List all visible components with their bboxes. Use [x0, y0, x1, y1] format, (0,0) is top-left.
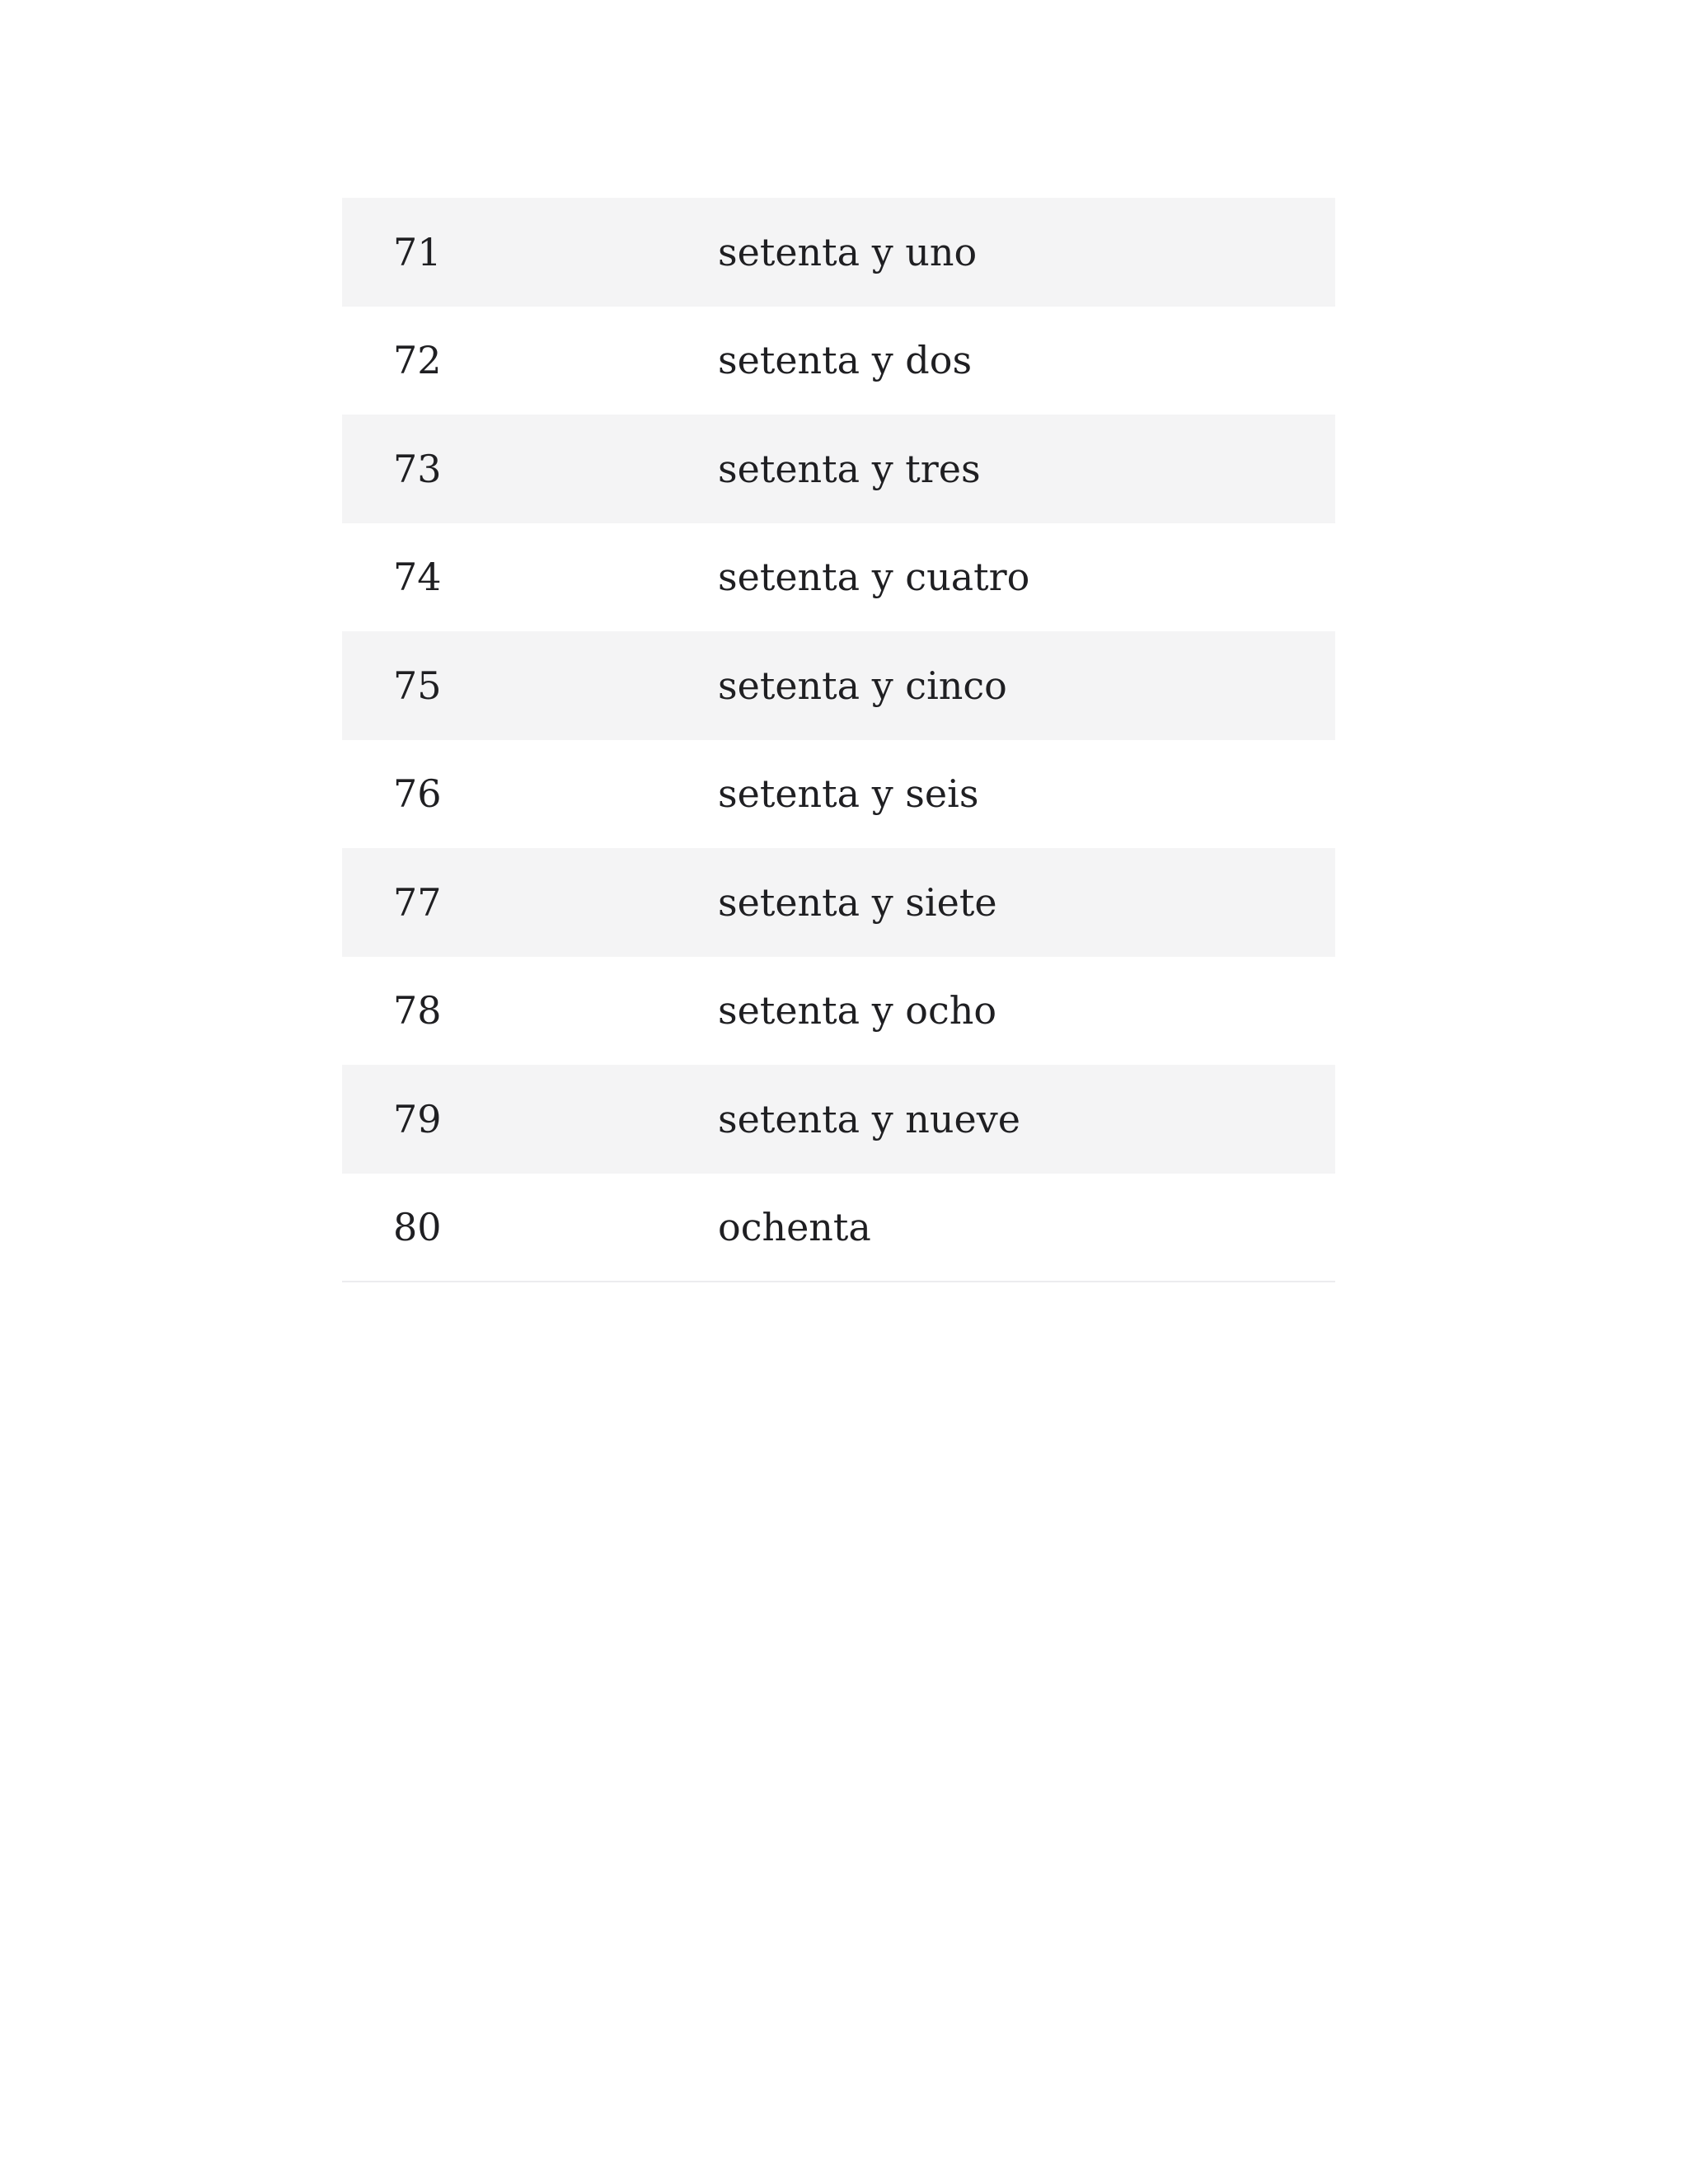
word-cell: setenta y siete	[718, 879, 997, 925]
table-row	[342, 848, 1335, 957]
word-cell: setenta y uno	[718, 229, 978, 274]
table-row	[342, 1065, 1335, 1174]
word-cell: setenta y nueve	[718, 1096, 1020, 1141]
word-cell: setenta y ocho	[718, 988, 997, 1033]
table-row	[342, 523, 1335, 632]
table-row	[342, 740, 1335, 849]
word-cell: setenta y cuatro	[718, 555, 1030, 600]
numbers-table-container	[342, 198, 1335, 1282]
number-cell: 73	[393, 446, 442, 491]
table-row	[342, 1174, 1335, 1282]
table-row	[342, 631, 1335, 740]
word-cell: ochenta	[718, 1174, 1335, 1282]
number-cell: 78	[393, 988, 442, 1033]
word-cell: setenta y seis	[718, 771, 979, 817]
table-row	[342, 415, 1335, 523]
numbers-table	[342, 198, 1335, 1282]
number-cell: 71	[393, 229, 442, 274]
number-cell: 72	[393, 338, 442, 383]
word-cell: setenta y cinco	[718, 663, 1007, 708]
number-cell: 74	[393, 555, 442, 600]
number-cell: 75	[393, 663, 442, 708]
word-cell: setenta y dos	[718, 338, 973, 383]
number-cell: 80	[342, 1174, 718, 1282]
table-row	[342, 957, 1335, 1066]
number-cell: 79	[393, 1096, 442, 1141]
table-row	[342, 307, 1335, 415]
word-cell: setenta y tres	[718, 446, 981, 491]
number-cell: 76	[393, 771, 442, 817]
table-row	[342, 198, 1335, 307]
number-cell: 77	[393, 879, 442, 925]
